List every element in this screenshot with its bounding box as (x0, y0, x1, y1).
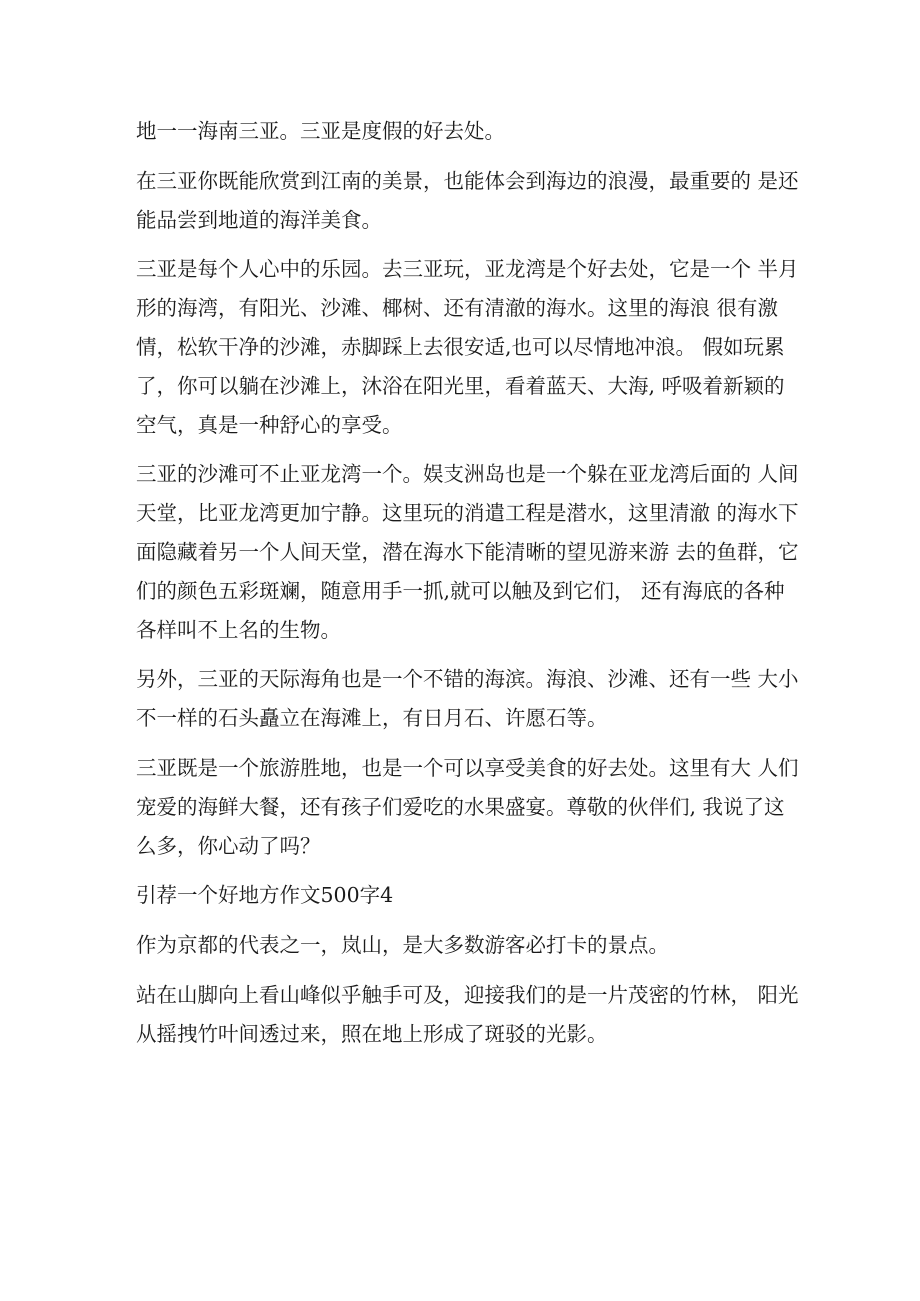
text-line: 情，松软干净的沙滩，赤脚踩上去很安适,也可以尽情地冲浪。 假如玩累 (136, 334, 785, 359)
text-line: 引荐一个好地方作文500字4 (136, 883, 394, 908)
text-line: 作为京都的代表之一，岚山，是大多数游客必打卡的景点。 (136, 933, 669, 958)
text-line: 从摇拽竹叶间透过来，照在地上形成了斑驳的光影。 (136, 1021, 608, 1046)
paragraph (136, 976, 799, 1054)
text-line: 面隐藏着另一个人间天堂，潜在海水下能清晰的望见游来游 去的鱼群，它 (136, 539, 799, 564)
text-line: 站在山脚向上看山峰似乎触手可及，迎接我们的是一片茂密的竹林， 阳光 (136, 982, 799, 1007)
paragraph (136, 876, 796, 915)
text-line: 形的海湾，有阳光、沙滩、椰树、还有清澈的海水。这里的海浪 很有激 (136, 296, 779, 321)
text-line: 地一一海南三亚。三亚是度假的好去处。 (136, 119, 505, 143)
paragraph (136, 455, 799, 649)
document-body (136, 112, 799, 1065)
text-line: 在三亚你既能欣赏到江南的美景，也能体会到海边的浪漫，最重要的 是还 (136, 168, 799, 193)
text-line: 们的颜色五彩斑斓，随意用手一抓,就可以触及到它们， 还有海底的各种 (136, 578, 785, 603)
paragraph (136, 162, 799, 240)
text-line: 各样叫不上名的生物。 (136, 617, 341, 642)
text-line: 三亚是每个人心中的乐园。去三亚玩，亚龙湾是个好去处，它是一个 半月 (136, 257, 799, 282)
text-line: 宠爱的海鲜大餐，还有孩子们爱吃的水果盛宴。尊敬的伙伴们, 我说了这 (136, 794, 785, 819)
paragraph (136, 749, 799, 865)
text-line: 不一样的石头矗立在海滩上，有日月石、许愿石等。 (136, 706, 608, 731)
text-line: 空气，真是一种舒心的享受。 (136, 412, 403, 437)
text-line: 天堂，比亚龙湾更加宁静。这里玩的消遣工程是潜水，这里清澈 的海水下 (136, 501, 799, 526)
text-line: 三亚的沙滩可不止亚龙湾一个。娱支洲岛也是一个躲在亚龙湾后面的 人间 (136, 462, 799, 487)
text-line: 么多，你心动了吗？ (136, 833, 321, 858)
paragraph (136, 112, 796, 151)
paragraph (136, 660, 799, 738)
text-line: 另外，三亚的天际海角也是一个不错的海滨。海浪、沙滩、还有一些 大小 (136, 667, 799, 692)
text-line: 能品尝到地道的海洋美食。 (136, 207, 382, 232)
paragraph (136, 250, 799, 444)
text-line: 了，你可以躺在沙滩上，沐浴在阳光里，看着蓝天、大海, 呼吸着新颖的 (136, 373, 785, 398)
text-line: 三亚既是一个旅游胜地，也是一个可以享受美食的好去处。这里有大 人们 (136, 755, 799, 780)
paragraph (136, 926, 796, 965)
